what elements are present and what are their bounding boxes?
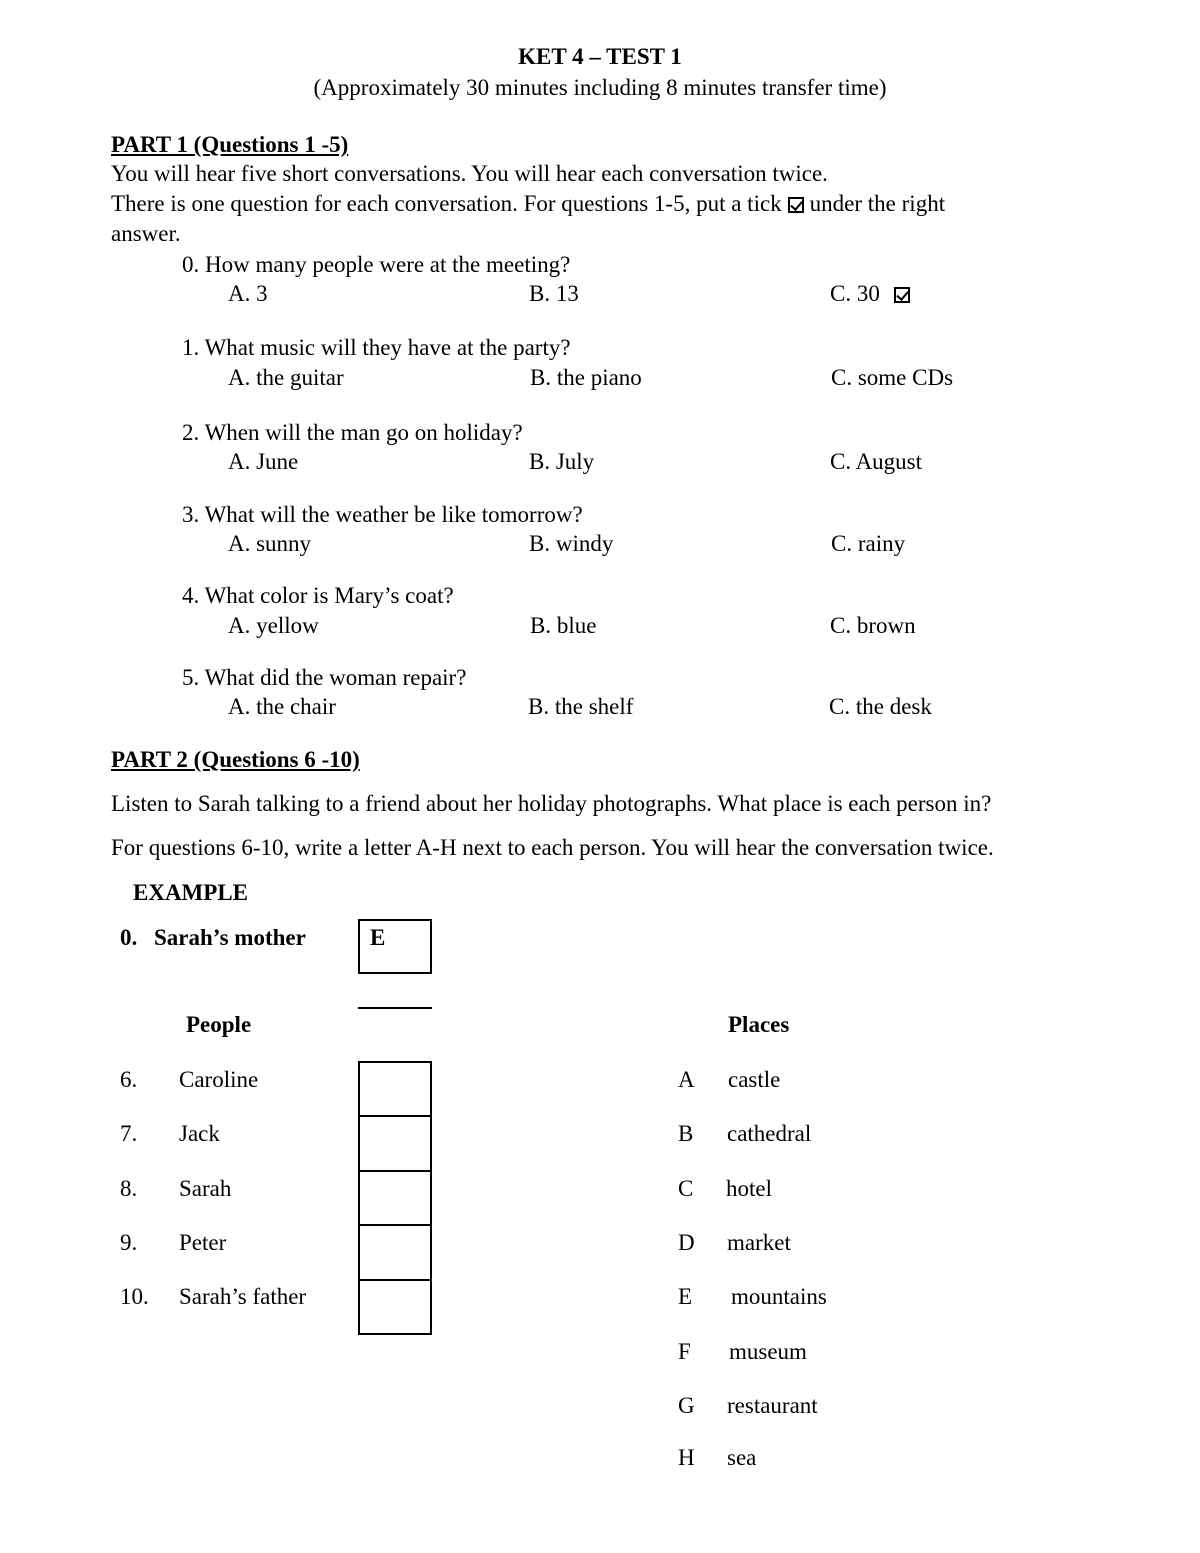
option-b: B. the piano (530, 365, 642, 390)
part1-instruction-3: answer. (111, 221, 181, 246)
person-number: 7. (120, 1121, 138, 1146)
option-c: C. the desk (829, 694, 932, 719)
person-name: Sarah’s father (179, 1284, 307, 1309)
option-a: A. the chair (228, 694, 336, 719)
place-name: market (727, 1230, 791, 1255)
example-number: 0. (120, 925, 138, 950)
example-person: Sarah’s mother (154, 925, 306, 950)
question-text: 4. What color is Mary’s coat? (182, 583, 454, 608)
option-b: B. July (529, 449, 595, 474)
option-b: B. blue (530, 613, 597, 638)
part2-heading: PART 2 (Questions 6 -10) (111, 747, 360, 772)
place-name: hotel (726, 1176, 772, 1201)
place-letter: F (678, 1339, 691, 1364)
question-text: 5. What did the woman repair? (182, 665, 467, 690)
option-a: A. June (228, 449, 299, 474)
question-text: 3. What will the weather be like tomorrow? (182, 502, 583, 527)
answer-box-10[interactable] (358, 1279, 432, 1335)
part1-heading: PART 1 (Questions 1 -5) (111, 132, 349, 157)
place-name: restaurant (727, 1393, 818, 1418)
person-number: 9. (120, 1230, 138, 1255)
option-c: C. some CDs (831, 365, 954, 390)
places-heading: Places (728, 1012, 790, 1037)
place-letter: B (678, 1121, 694, 1146)
question-text: 1. What music will they have at the party? (182, 335, 571, 360)
part2-instruction-2: For questions 6-10, write a letter A-H next to each person. You will hear the conversation twice. (111, 835, 994, 860)
part1-instruction-2b: under the right (809, 191, 946, 216)
people-heading: People (186, 1012, 252, 1037)
option-c-label: C. 30 (830, 281, 880, 306)
place-letter: D (678, 1230, 695, 1255)
person-name: Peter (179, 1230, 227, 1255)
option-c: C. brown (830, 613, 916, 638)
question-text: 2. When will the man go on holiday? (182, 420, 523, 445)
answer-box-9[interactable] (358, 1224, 432, 1281)
place-letter: G (678, 1393, 695, 1418)
place-letter: E (678, 1284, 693, 1309)
option-c (830, 282, 910, 305)
person-number: 10. (120, 1284, 149, 1309)
page-title: KET 4 – TEST 1 (518, 44, 682, 69)
option-a: A. yellow (228, 613, 319, 638)
place-name: cathedral (727, 1121, 812, 1146)
option-b: B. windy (529, 531, 614, 556)
option-c: C. August (830, 449, 923, 474)
part1-instruction-2a: There is one question for each conversation. For questions 1-5, put a tick (111, 191, 782, 216)
place-name: castle (728, 1067, 781, 1092)
option-c: C. rainy (831, 531, 906, 556)
answer-box-7[interactable] (358, 1115, 432, 1172)
example-label: EXAMPLE (133, 880, 248, 905)
checked-box-icon (894, 287, 910, 303)
page-subtitle: (Approximately 30 minutes including 8 minutes transfer time) (313, 75, 887, 100)
place-letter: C (678, 1176, 694, 1201)
divider (358, 1007, 432, 1009)
option-a: A. 3 (228, 281, 268, 306)
person-name: Caroline (179, 1067, 259, 1092)
place-name: sea (727, 1445, 757, 1470)
tick-box-icon (788, 197, 804, 213)
example-answer-box (358, 919, 432, 974)
answer-box-6[interactable] (358, 1061, 432, 1117)
place-name: mountains (731, 1284, 827, 1309)
option-b: B. 13 (529, 281, 579, 306)
option-a: A. the guitar (228, 365, 344, 390)
person-number: 6. (120, 1067, 138, 1092)
person-name: Jack (179, 1121, 220, 1146)
part1-instruction-2 (111, 192, 945, 215)
place-letter: H (678, 1445, 695, 1470)
question-text: 0. How many people were at the meeting? (182, 252, 571, 277)
person-name: Sarah (179, 1176, 232, 1201)
example-answer: E (370, 925, 386, 950)
place-letter: A (678, 1067, 695, 1092)
option-a: A. sunny (228, 531, 312, 556)
part1-instruction-1: You will hear five short conversations. You will hear each conversation twice. (111, 161, 828, 186)
place-name: museum (729, 1339, 807, 1364)
answer-box-8[interactable] (358, 1170, 432, 1226)
person-number: 8. (120, 1176, 138, 1201)
option-b: B. the shelf (528, 694, 634, 719)
part2-instruction-1: Listen to Sarah talking to a friend about her holiday photographs. What place is each person in? (111, 791, 992, 816)
